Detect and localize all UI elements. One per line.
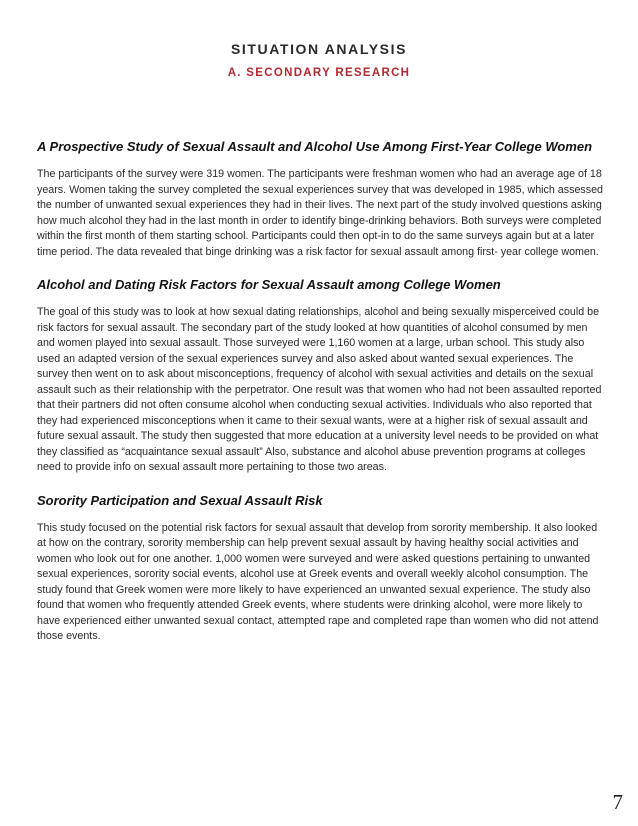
study-paragraph: This study focused on the potential risk factors for sexual assault that develop from sorority membership. It also looked at how on the contrary, sorority membership can help prevent sexual assault by having healthy social activities and women who look out for one another. 1,000 women were surveyed and were asked questions pertaining to unwanted sexual experiences, sorority social events, alcohol use at Greek events and overall weekly alcohol consumption. The study found that Greek women were more likely to have experienced an unwanted sexual experience. The study also found that women who frequently attended Greek events, where students were drinking alcohol, were more likely to have experienced either unwanted sexual contact, attempted rape and completed rape than women who did not attend those events. [37,521,599,642]
study-paragraph: The goal of this study was to look at how sexual dating relationships, alcohol and being sexually misperceived could be risk factors for sexual assault. The secondary part of the study looked at how quantities of alcohol consumed by men and women played into sexual assault. Those surveyed were 1,160 women at a large, urban school. This study also used an adapted version of the sexual experiences survey and also asked about wanted sexual experiences. The survey then went on to ask about misconceptions, frequency of alcohol with sexual activities and details on the sexual assault such as their relationship with the perpetrator. One result was that women who had not been assaulted reported that their partners did not often consume alcohol when conducting sexual activities. Individuals who also reported that they had experienced misconceptions when it came to their sexual wants, were at a higher risk of sexual assault and future sexual assault. The study then suggested that more education at a university level needs to be provided on what they classified as “acquaintance sexual assault” Also, substance and alcohol abuse prevention programs at colleges need to provide info on sexual assault more pertaining to those two areas. [37,306,602,473]
document-content [37,137,605,645]
page-header [0,40,638,80]
study-section-sorority [37,491,605,645]
study-heading: Sorority Participation and Sexual Assault Risk [37,492,323,508]
study-section-dating-risk [37,275,605,476]
section-title: SITUATION ANALYSIS [230,41,408,57]
study-paragraph: The participants of the survey were 319 women. The participants were freshman women who had an average age of 18 years. Women taking the survey completed the sexual experiences survey that was developed in 1985, which assessed the number of unwanted sexual experiences they had in their lives. The next part of the study involved questions asking how much alcohol they had in the last month in order to identify binge-drinking behaviors. Both surveys were completed within the first month of them starting school. Participants could then opt-in to do the same surveys again but at a later time period. The data revealed that binge drinking was a risk factor for sexual assault among first- year college women. [37,168,603,258]
page-number: 7 [612,790,623,814]
section-subtitle: A. SECONDARY RESEARCH [227,67,411,79]
study-section-first-year [37,137,605,260]
study-heading: Alcohol and Dating Risk Factors for Sexual Assault among College Women [37,277,501,292]
study-heading: A Prospective Study of Sexual Assault and Alcohol Use Among First-Year College Women [37,139,593,154]
